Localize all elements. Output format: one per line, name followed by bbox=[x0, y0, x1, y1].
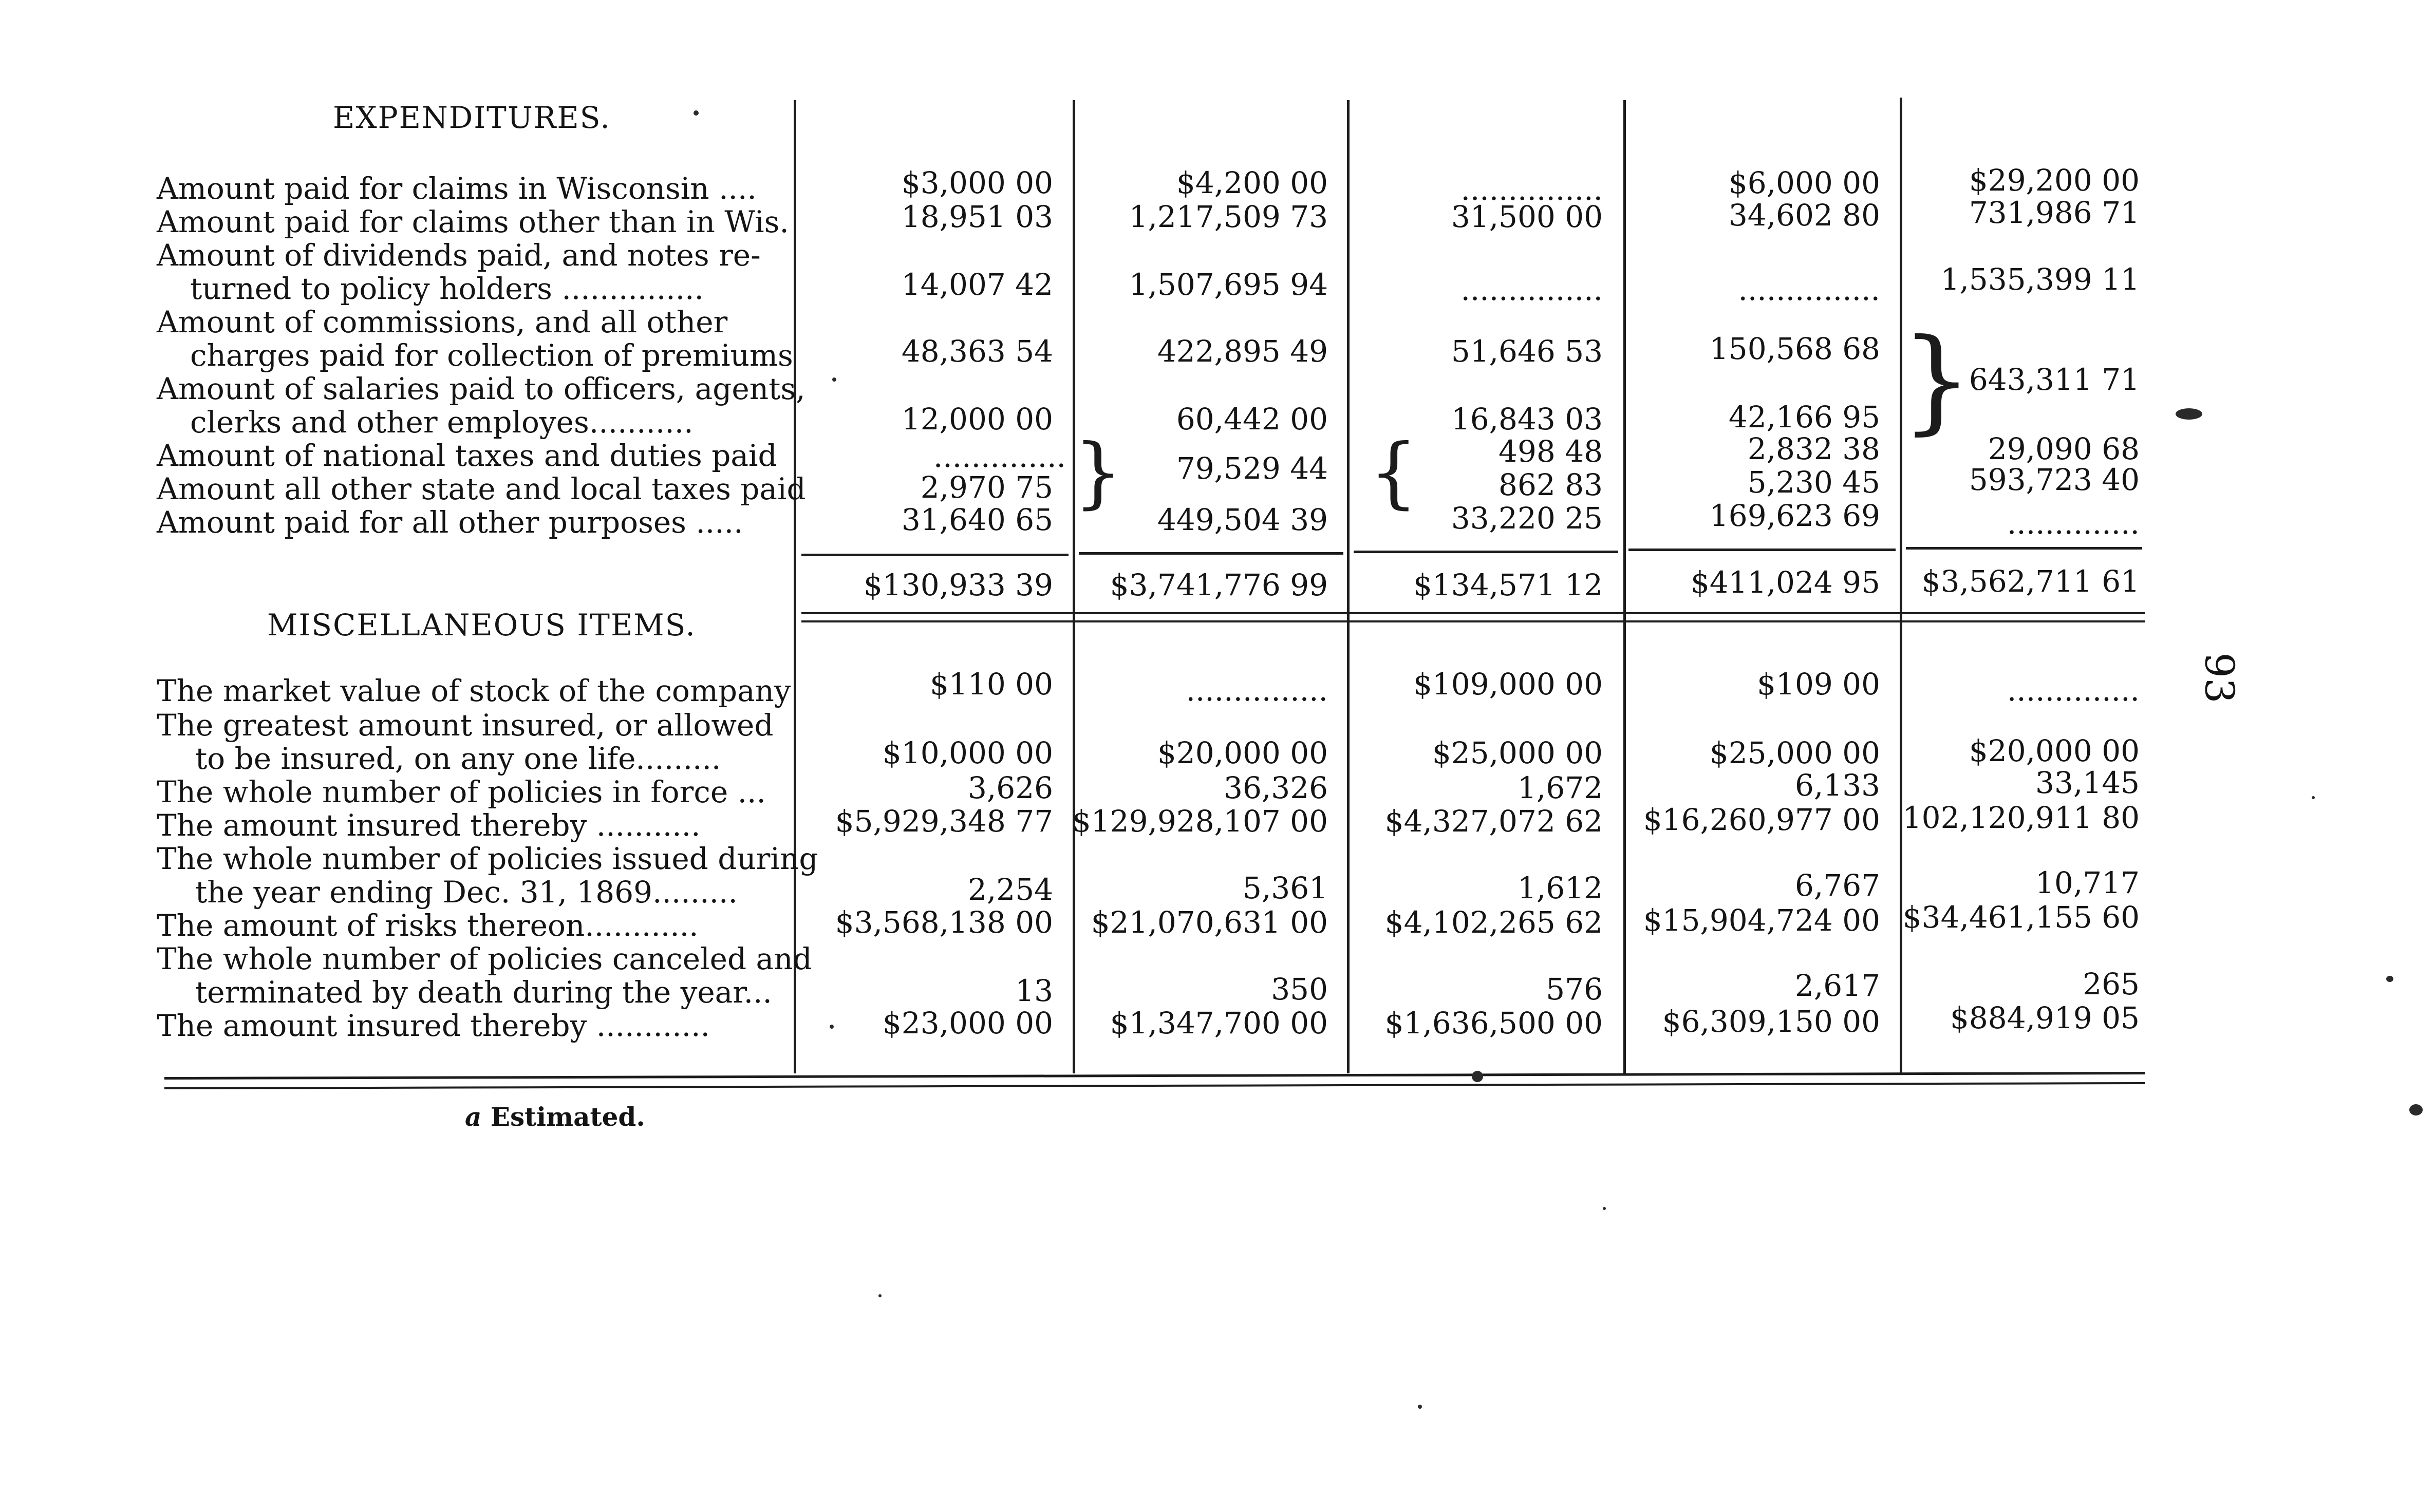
cell-value: 5,230 45 bbox=[1747, 465, 1880, 500]
row-label: Amount all other state and local taxes paid bbox=[157, 471, 806, 506]
cell-value: 13 bbox=[1015, 973, 1053, 1008]
cell-value: $25,000 00 bbox=[1432, 735, 1603, 770]
cell-value: 18,951 03 bbox=[901, 199, 1053, 234]
cell-value: 79,529 44 bbox=[1176, 451, 1328, 486]
cell-value: 16,843 03 bbox=[1451, 402, 1603, 437]
cell-value: 593,723 40 bbox=[1969, 462, 2140, 497]
cell-value: $23,000 00 bbox=[882, 1006, 1053, 1041]
cell-value: 731,986 71 bbox=[1969, 195, 2140, 230]
cell-value: ............... bbox=[1738, 272, 1880, 307]
row-label: to be insured, on any one life......... bbox=[195, 741, 721, 776]
page-number: 93 bbox=[2196, 652, 2242, 704]
double-rule bbox=[801, 612, 2145, 614]
cell-value: $21,070,631 00 bbox=[1091, 905, 1328, 940]
column-rule bbox=[1900, 98, 1902, 1073]
ink-speck bbox=[830, 1025, 834, 1029]
footnote-marker: a bbox=[465, 1102, 482, 1132]
column-rule bbox=[1347, 100, 1350, 1073]
total-value: $3,741,776 99 bbox=[1110, 568, 1328, 602]
cell-value: ............... bbox=[1460, 172, 1603, 207]
cell-value: .............. bbox=[2007, 506, 2140, 541]
double-rule bbox=[801, 620, 2145, 622]
cell-value: 1,672 bbox=[1517, 770, 1603, 805]
sum-rule bbox=[1628, 549, 1896, 551]
cell-value: $4,102,265 62 bbox=[1384, 905, 1603, 940]
cell-value: 5,361 bbox=[1242, 871, 1328, 905]
row-label: turned to policy holders ............... bbox=[190, 271, 704, 306]
miscellaneous-title: MISCELLANEOUS ITEMS. bbox=[267, 608, 696, 642]
cell-value: $20,000 00 bbox=[1157, 735, 1328, 770]
column-rule bbox=[1623, 100, 1626, 1073]
cell-value: 2,254 bbox=[967, 872, 1053, 907]
bottom-rule bbox=[164, 1082, 2145, 1089]
row-label: terminated by death during the year... bbox=[195, 975, 772, 1010]
cell-value: $884,919 05 bbox=[1950, 1000, 2140, 1035]
cell-value: 42,166 95 bbox=[1728, 400, 1880, 434]
expenditures-title: EXPENDITURES. bbox=[333, 100, 611, 135]
row-label: clerks and other employes........... bbox=[190, 405, 694, 440]
row-label: the year ending Dec. 31, 1869......... bbox=[195, 875, 738, 910]
row-label: Amount of salaries paid to officers, agents, bbox=[157, 371, 806, 406]
cell-value: 350 bbox=[1271, 972, 1328, 1007]
ink-speck bbox=[2312, 796, 2315, 799]
row-label: Amount of dividends paid, and notes re- bbox=[157, 238, 761, 273]
bracket: } bbox=[1074, 428, 1123, 517]
row-label: The amount insured thereby ............ bbox=[157, 1008, 710, 1043]
footnote-text: Estimated. bbox=[490, 1102, 645, 1132]
ink-speck bbox=[2386, 976, 2393, 982]
ink-speck bbox=[2176, 408, 2202, 420]
cell-value: $3,568,138 00 bbox=[835, 905, 1053, 940]
cell-value: 643,311 71 bbox=[1969, 362, 2140, 397]
sum-rule bbox=[801, 554, 1069, 556]
row-label: Amount paid for claims other than in Wis. bbox=[157, 204, 789, 239]
cell-value: $6,309,150 00 bbox=[1662, 1004, 1880, 1039]
cell-value: 1,217,509 73 bbox=[1129, 199, 1328, 234]
ink-speck bbox=[878, 1294, 882, 1297]
cell-value: 1,535,399 11 bbox=[1940, 262, 2140, 297]
cell-value: 2,970 75 bbox=[920, 470, 1053, 505]
cell-value: $29,200 00 bbox=[1969, 163, 2140, 198]
row-label: Amount paid for claims in Wisconsin .... bbox=[157, 171, 757, 206]
bracket: { bbox=[1369, 428, 1418, 517]
ink-speck bbox=[832, 377, 836, 382]
cell-value: 1,507,695 94 bbox=[1129, 267, 1328, 302]
cell-value: $20,000 00 bbox=[1969, 733, 2140, 768]
cell-value: 1,612 bbox=[1517, 871, 1603, 905]
cell-value: 498 48 bbox=[1499, 434, 1603, 469]
cell-value: $10,000 00 bbox=[882, 735, 1053, 770]
sum-rule bbox=[1354, 551, 1618, 553]
cell-value: $129,928,107 00 bbox=[1072, 804, 1328, 839]
cell-value: 862 83 bbox=[1499, 467, 1603, 502]
cell-value: 10,717 bbox=[2035, 865, 2140, 900]
cell-value: $1,636,500 00 bbox=[1384, 1006, 1603, 1041]
total-value: $134,571 12 bbox=[1413, 568, 1603, 602]
cell-value: .............. bbox=[933, 439, 1066, 474]
cell-value: 36,326 bbox=[1224, 770, 1328, 805]
footnote bbox=[465, 1102, 645, 1132]
cell-value: .............. bbox=[2007, 673, 2140, 708]
cell-value: 449,504 39 bbox=[1157, 502, 1328, 537]
cell-value: 169,623 69 bbox=[1709, 498, 1880, 533]
row-label: Amount of commissions, and all other bbox=[157, 305, 728, 339]
cell-value: $1,347,700 00 bbox=[1110, 1006, 1328, 1041]
total-value: $3,562,711 61 bbox=[1921, 564, 2140, 599]
ink-speck bbox=[1603, 1207, 1606, 1210]
total-value: $411,024 95 bbox=[1691, 565, 1880, 600]
cell-value: 51,646 53 bbox=[1451, 334, 1603, 369]
cell-value: 33,220 25 bbox=[1451, 501, 1603, 536]
column-rule bbox=[1073, 100, 1075, 1073]
cell-value: 60,442 00 bbox=[1176, 402, 1328, 437]
row-label: The whole number of policies issued during bbox=[157, 841, 818, 876]
row-label: Amount paid for all other purposes ..... bbox=[157, 505, 743, 540]
cell-value: 12,000 00 bbox=[901, 402, 1053, 437]
cell-value: 34,602 80 bbox=[1728, 198, 1880, 233]
cell-value: 31,640 65 bbox=[901, 502, 1053, 537]
bottom-rule bbox=[164, 1072, 2145, 1080]
cell-value: 150,568 68 bbox=[1709, 331, 1880, 366]
cell-value: ............... bbox=[1460, 272, 1603, 307]
sum-rule bbox=[1079, 552, 1343, 555]
cell-value: 576 bbox=[1546, 972, 1603, 1007]
cell-value: 422,895 49 bbox=[1157, 334, 1328, 369]
ink-speck bbox=[1472, 1071, 1483, 1082]
total-value: $130,933 39 bbox=[864, 568, 1053, 602]
cell-value: $34,461,155 60 bbox=[1902, 900, 2140, 935]
cell-value: $109,000 00 bbox=[1413, 667, 1603, 702]
row-label: The whole number of policies canceled and bbox=[157, 941, 812, 976]
ink-speck bbox=[2409, 1104, 2423, 1116]
row-label: The market value of stock of the company bbox=[157, 673, 791, 708]
cell-value: 2,617 bbox=[1794, 968, 1880, 1003]
cell-value: 3,626 bbox=[967, 770, 1053, 805]
row-label: The amount of risks thereon............ bbox=[157, 908, 699, 943]
sum-rule bbox=[1906, 547, 2142, 550]
column-rule bbox=[794, 100, 796, 1073]
row-label: The whole number of policies in force ... bbox=[157, 774, 766, 809]
cell-value: 33,145 bbox=[2035, 765, 2140, 800]
cell-value: ............... bbox=[1186, 673, 1328, 708]
ink-speck bbox=[1418, 1405, 1422, 1409]
cell-value: $4,327,072 62 bbox=[1384, 804, 1603, 839]
cell-value: 265 bbox=[2083, 967, 2140, 1001]
cell-value: 102,120,911 80 bbox=[1902, 800, 2140, 835]
row-label: Amount of national taxes and duties paid bbox=[157, 438, 777, 473]
cell-value: 31,500 00 bbox=[1451, 199, 1603, 234]
row-label: charges paid for collection of premiums bbox=[190, 338, 793, 373]
ink-speck bbox=[694, 110, 699, 116]
cell-value: 2,832 38 bbox=[1747, 431, 1880, 466]
row-label: The amount insured thereby ........... bbox=[157, 808, 701, 843]
cell-value: $16,260,977 00 bbox=[1643, 802, 1880, 837]
cell-value: $6,000 00 bbox=[1728, 165, 1880, 200]
bracket: } bbox=[1901, 314, 1973, 446]
cell-value: $110 00 bbox=[930, 667, 1053, 702]
cell-value: 48,363 54 bbox=[901, 334, 1053, 369]
cell-value: 14,007 42 bbox=[901, 267, 1053, 302]
cell-value: $5,929,348 77 bbox=[835, 804, 1053, 839]
cell-value: $25,000 00 bbox=[1709, 735, 1880, 770]
cell-value: $15,904,724 00 bbox=[1643, 903, 1880, 938]
row-label: The greatest amount insured, or allowed bbox=[157, 708, 774, 743]
cell-value: 29,090 68 bbox=[1988, 431, 2140, 466]
cell-value: 6,133 bbox=[1794, 768, 1880, 803]
cell-value: 6,767 bbox=[1794, 868, 1880, 903]
cell-value: $109 00 bbox=[1757, 667, 1880, 702]
cell-value: $3,000 00 bbox=[901, 165, 1053, 200]
cell-value: $4,200 00 bbox=[1176, 165, 1328, 200]
